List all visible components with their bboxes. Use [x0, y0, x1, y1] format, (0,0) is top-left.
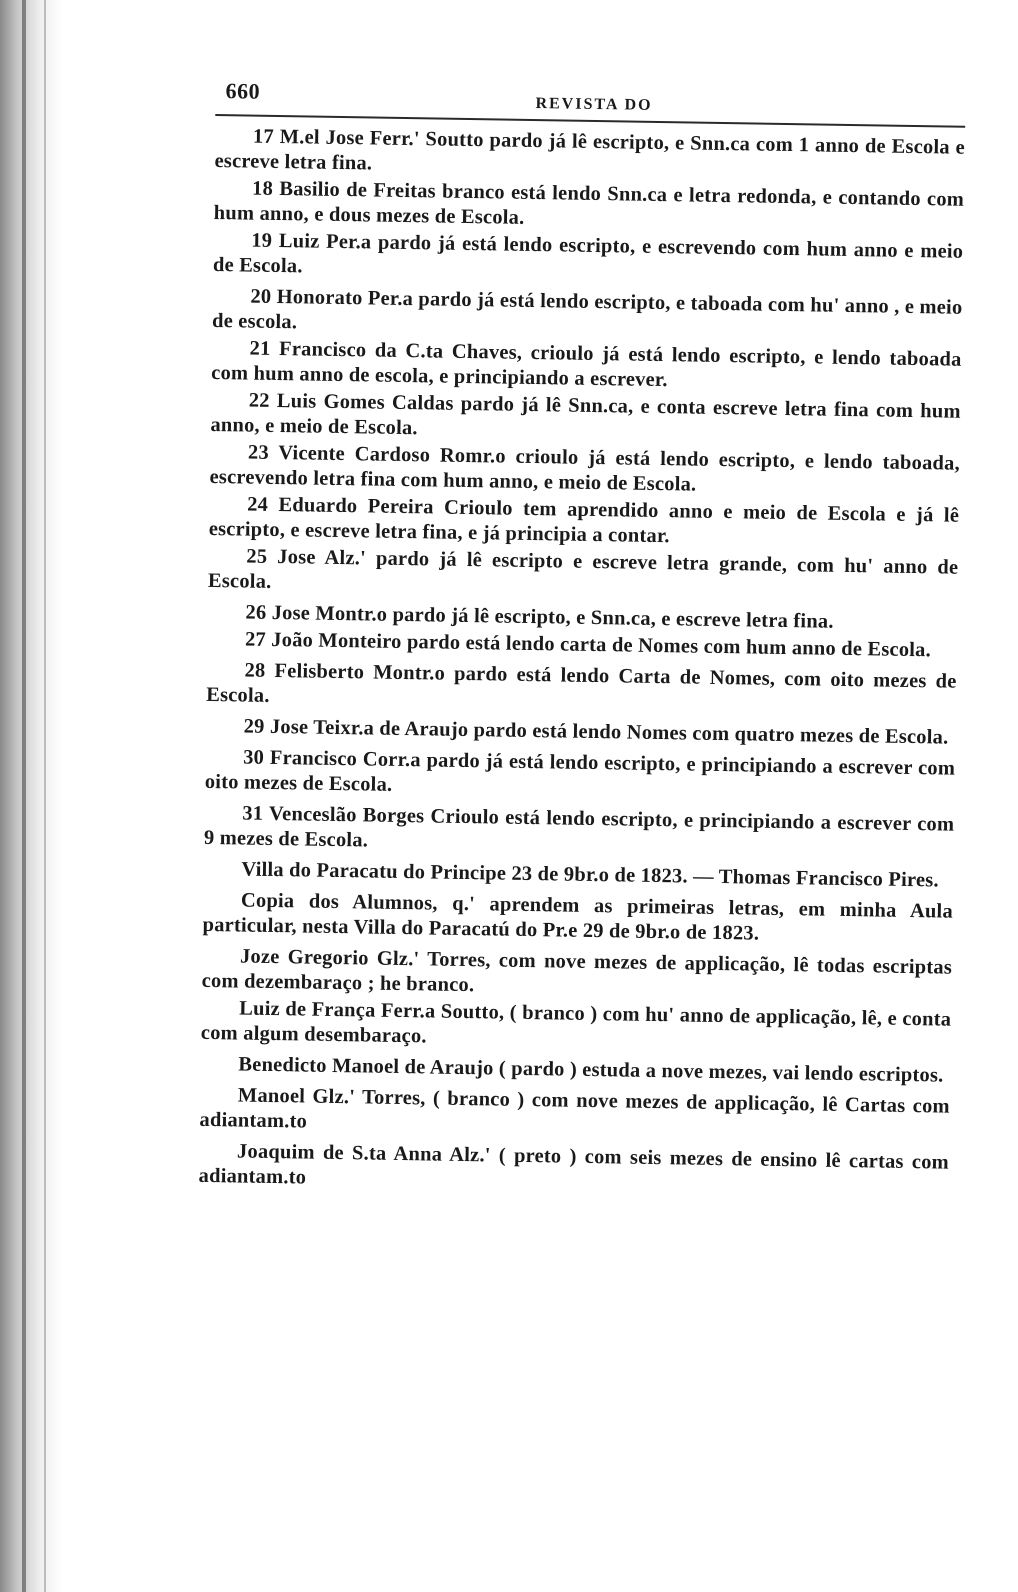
page	[198, 70, 966, 1203]
paragraph: 25 Jose Alz.' pardo já lê escripto e escreve letra grande, com hu' anno de Escola.	[207, 545, 959, 593]
paragraph: Benedicto Manoel de Araujo ( pardo ) estuda a nove mezes, vai lendo escriptos.	[238, 1053, 944, 1087]
binding-gutter	[0, 0, 62, 1592]
paragraph: Manoel Glz.' Torres, ( branco ) com nove mezes de applicação, lê Cartas com adiantam.to	[199, 1084, 950, 1133]
paragraph: 30 Francisco Corr.a pardo já está lendo escripto, e principiando a escrever com oito mezes de Escola.	[204, 746, 956, 796]
paragraph: 26 Jose Montr.o pardo já lê escripto, e Snn.ca, e escreve letra fina.	[245, 601, 834, 633]
paragraph: 23 Vicente Cardoso Romr.o crioulo já está lendo escripto, e lendo taboada, escrevendo letra fina com hum anno, e meio de Escola.	[209, 441, 961, 496]
paragraph: 17 M.el Jose Ferr.' Soutto pardo já lê escripto, e Snn.ca com 1 anno de Escola e escreve letra fina.	[214, 125, 966, 175]
paragraph: Joze Gregorio Glz.' Torres, com nove mezes de applicação, lê todas escriptas com dezembaraço ; he branco.	[201, 945, 953, 997]
paragraph: 28 Felisberto Montr.o pardo está lendo Carta de Nomes, com oito mezes de Escola.	[206, 659, 957, 707]
section-heading-paragraph: Copia dos Alumnos, q.' aprendem as primeiras letras, em minha Aula particular, nesta Villa do Paracatú do Pr.e 29 de 9br.o de 1823.	[202, 889, 954, 945]
paragraph: Luiz de França Ferr.a Soutto, ( branco ) com hu' anno de applicação, lê, e conta com algum desembaraço.	[200, 997, 952, 1048]
page-number: 660	[225, 78, 261, 104]
paragraph: 29 Jose Teixr.a de Araujo pardo está lendo Nomes com quatro mezes de Escola.	[243, 715, 949, 749]
paragraph: 31 Venceslão Borges Crioulo está lendo escripto, e principiando a escrever com 9 mezes de Escola.	[203, 802, 955, 852]
paragraph: 20 Honorato Per.a pardo já está lendo escripto, e taboada com hu' anno , e meio de escola.	[211, 285, 963, 334]
paragraph: 18 Basilio de Freitas branco está lendo Snn.ca e letra redonda, e contando com hum anno, e dous mezes de Escola.	[213, 177, 965, 229]
body-text	[198, 124, 965, 1201]
binding-shadow-line	[22, 0, 26, 1592]
paragraph: 19 Luiz Per.a pardo já está lendo escripto, e escrevendo com hum anno e meio de Escola.	[212, 229, 964, 278]
closing-signature: Villa do Paracatu do Principe 23 de 9br.o de 1823. — Thomas Francisco Pires.	[241, 858, 939, 892]
paragraph: Joaquim de S.ta Anna Alz.' ( preto ) com seis mezes de ensino lê cartas com adiantam.to	[198, 1140, 950, 1189]
paragraph: 24 Eduardo Pereira Crioulo tem aprendido anno e meio de Escola e já lê escripto, e escreve letra fina, e já principia a contar.	[208, 493, 960, 548]
paragraph: 21 Francisco da C.ta Chaves, crioulo já está lendo escripto, e lendo taboada com hum anno de escola, e principiando a escrever.	[211, 337, 962, 392]
running-head: REVISTA DO	[535, 95, 653, 114]
binding-shadow-line-secondary	[44, 0, 46, 1592]
paragraph: 22 Luis Gomes Caldas pardo já lê Snn.ca, e conta escreve letra fina com hum anno, e meio de Escola.	[210, 389, 961, 440]
paragraph: 27 João Monteiro pardo está lendo carta de Nomes com hum anno de Escola.	[244, 628, 932, 662]
